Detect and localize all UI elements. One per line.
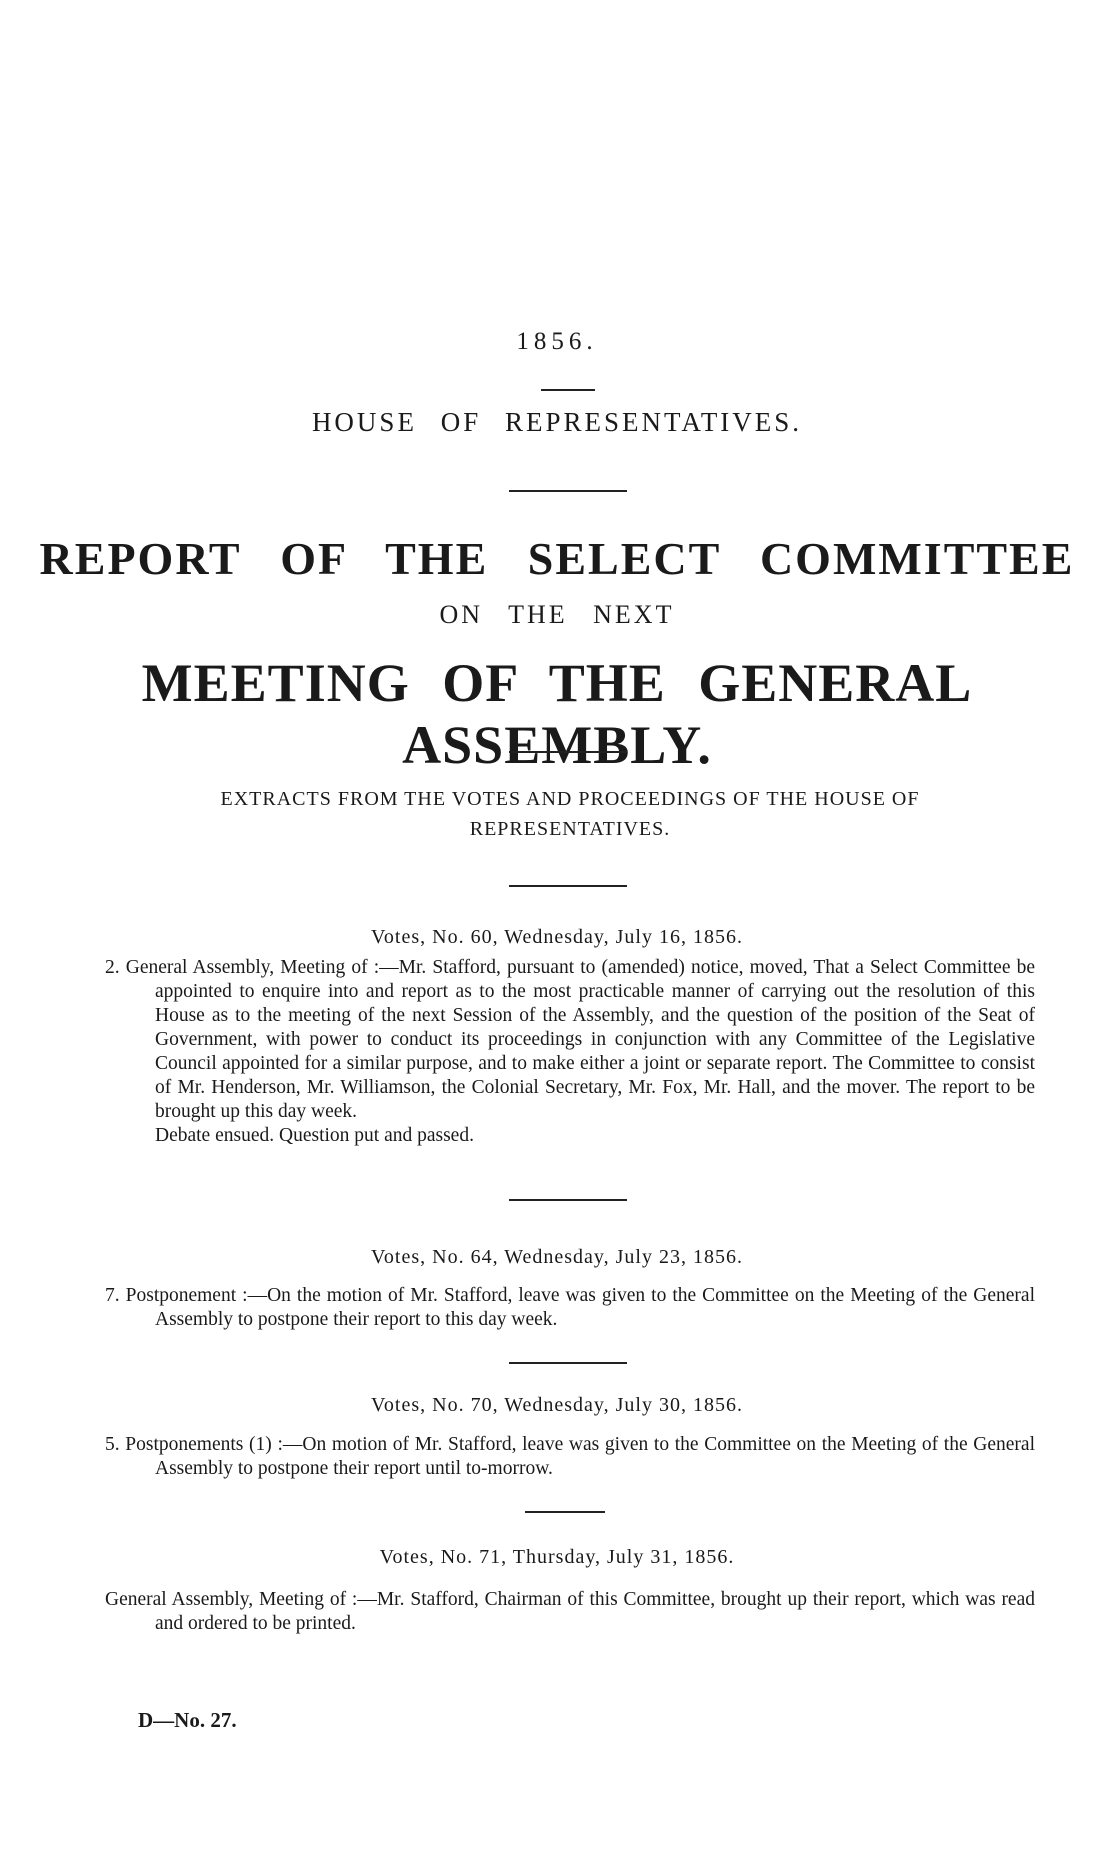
divider [525,1511,605,1513]
votes-heading: Votes, No. 60, Wednesday, July 16, 1856. [371,926,743,948]
document-number: D—No. 27. [138,1708,237,1732]
votes-heading: Votes, No. 64, Wednesday, July 23, 1856. [371,1246,743,1268]
divider [509,490,627,492]
report-title-main: MEETING OF THE GENERAL ASSEMBLY. [141,653,973,775]
entry-text: 5. Postponements (1) :—On motion of Mr. Stafford, leave was given to the Committee on the Meeting of the General Assembly to postpone their report until to-morrow. [105,1434,1035,1479]
entry-text: General Assembly, Meeting of :—Mr. Stafford, Chairman of this Committee, brought up their report, which was read and ordered to be printed. [105,1589,1035,1634]
entry-text: 7. Postponement :—On the motion of Mr. Stafford, leave was given to the Committee on the Meeting of the General Assembly to postpone their report to this day week. [105,1285,1035,1330]
divider [509,1199,627,1201]
divider [541,389,595,391]
entry-text: 2. General Assembly, Meeting of :—Mr. Stafford, pursuant to (amended) notice, moved, That a Select Committee be appointed to enquire into and report as to the most practicable manner of carrying out the resolution of this House as to the meeting of the next Session of the Assembly, and the question of the position of the Seat of Government, with power to conduct its proceedings in conjunction with any Committee of the Legislative Council appointed for a similar purpose, and to make either a joint or separate report. The Committee to consist of Mr. Henderson, Mr. Williamson, the Colonial Secretary, Mr. Fox, Mr. Hall, and the mover. The report to be brought up this day week. [105,957,1035,1122]
divider [509,751,627,753]
house-heading: HOUSE OF REPRESENTATIVES. [311,407,803,437]
divider [509,885,627,887]
divider [509,1362,627,1364]
votes-heading: Votes, No. 70, Wednesday, July 30, 1856. [371,1394,743,1416]
vote-entry [105,1433,1035,1481]
entry-subtext: Debate ensued. Question put and passed. [155,1125,474,1146]
votes-heading: Votes, No. 71, Thursday, July 31, 1856. [379,1546,735,1568]
vote-entry [105,1284,1035,1332]
vote-entry [105,956,1035,1148]
document-year: 1856. [516,328,598,355]
extracts-heading: EXTRACTS FROM THE VOTES AND PROCEEDINGS OF THE HOUSE OF REPRESENTATIVES. [220,788,920,840]
vote-entry [105,1588,1035,1636]
report-subtitle: ON THE NEXT [439,600,675,629]
report-title: REPORT OF THE SELECT COMMITTEE [39,533,1075,584]
